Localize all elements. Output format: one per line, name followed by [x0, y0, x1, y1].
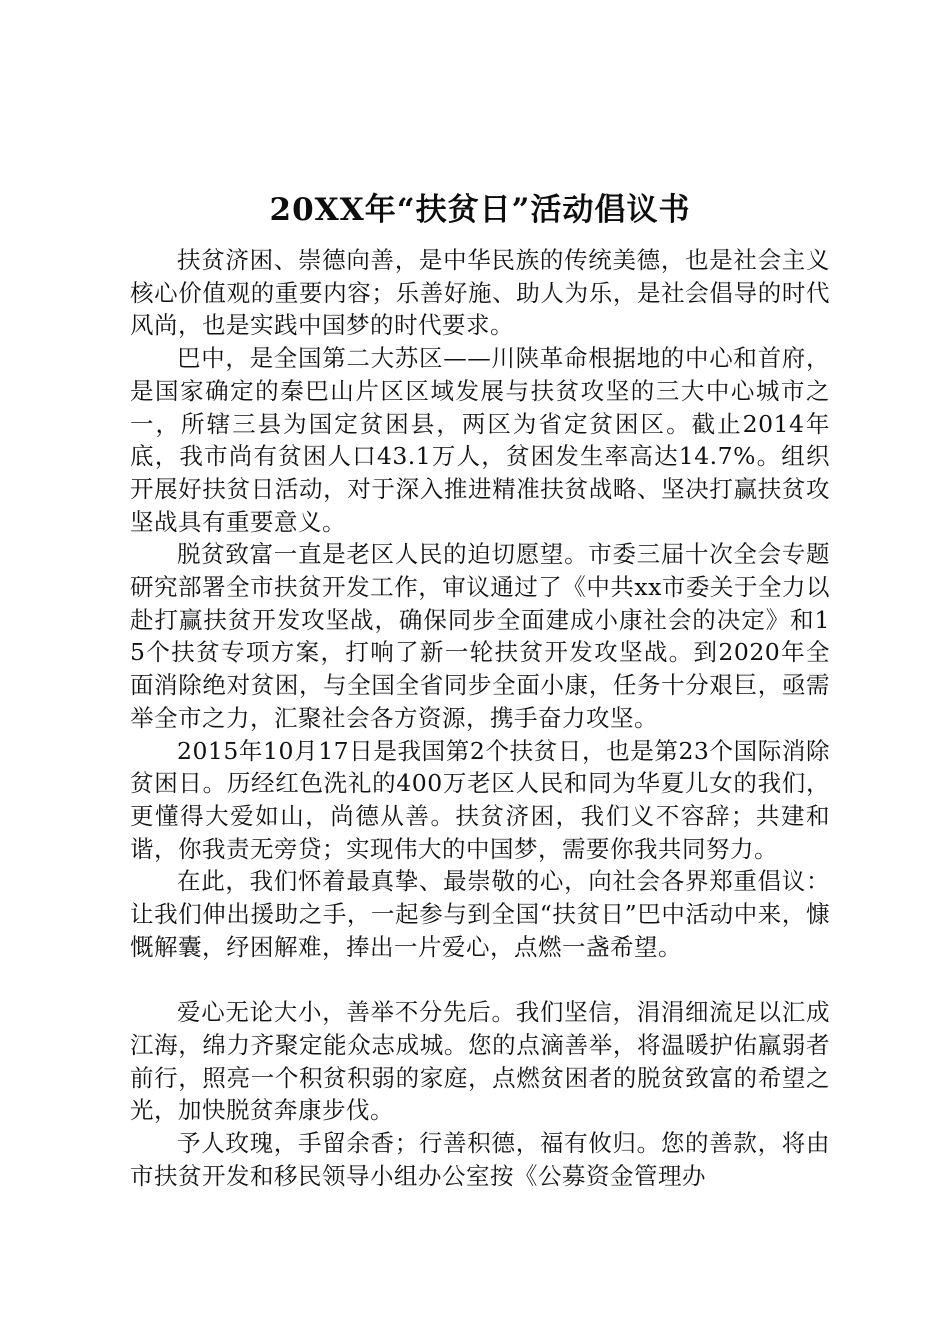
paragraph-7: 予人玫瑰，手留余香；行善积德，福有攸归。您的善款，将由市扶贫开发和移民领导小组办公室按《公募资金管理办: [130, 1128, 830, 1190]
paragraph-5: 在此，我们怀着最真挚、最崇敬的心，向社会各界郑重倡议：让我们伸出援助之手，一起参与到全国“扶贫日”巴中活动中来，慷慨解囊，纾困解难，捧出一片爱心，点燃一盏希望。: [130, 867, 830, 961]
document-page: [130, 188, 830, 1192]
paragraph-3: 脱贫致富一直是老区人民的迫切愿望。市委三届十次全会专题研究部署全市扶贫开发工作，审议通过了《中共xx市委关于全力以赴打赢扶贫开发攻坚战，确保同步全面建成小康社会的决定》和15个扶贫专项方案，打响了新一轮扶贫开发攻坚战。到2020年全面消除绝对贫困，与全国全省同步全面小康，任务十分艰巨，亟需举全市之力，汇聚社会各方资源，携手奋力攻坚。: [130, 540, 830, 732]
paragraph-6: 爱心无论大小，善举不分先后。我们坚信，涓涓细流足以汇成江海，绵力齐聚定能众志成城。您的点滴善举，将温暖护佑羸弱者前行，照亮一个积贫积弱的家庭，点燃贫困者的脱贫致富的希望之光，加快脱贫奔康步伐。: [130, 998, 830, 1125]
paragraph-2: 巴中，是全国第二大苏区——川陕革命根据地的中心和首府，是国家确定的秦巴山片区区域发展与扶贫攻坚的三大中心城市之一，所辖三县为国定贫困县，两区为省定贫困区。截止2014年底，我市尚有贫困人口43.1万人，贫困发生率高达14.7%。组织开展好扶贫日活动，对于深入推进精准扶贫战略、坚决打赢扶贫攻坚战具有重要意义。: [130, 344, 830, 536]
document-title: 20XX年“扶贫日”活动倡议书: [269, 192, 691, 228]
paragraph-4: 2015年10月17日是我国第2个扶贫日，也是第23个国际消除贫困日。历经红色洗礼的400万老区人民和同为华夏儿女的我们，更懂得大爱如山，尚德从善。扶贫济困，我们义不容辞；共建和谐，你我责无旁贷；实现伟大的中国梦，需要你我共同努力。: [130, 736, 830, 863]
paragraph-1: 扶贫济困、崇德向善，是中华民族的传统美德，也是社会主义核心价值观的重要内容；乐善好施、助人为乐，是社会倡导的时代风尚，也是实践中国梦的时代要求。: [130, 246, 830, 340]
